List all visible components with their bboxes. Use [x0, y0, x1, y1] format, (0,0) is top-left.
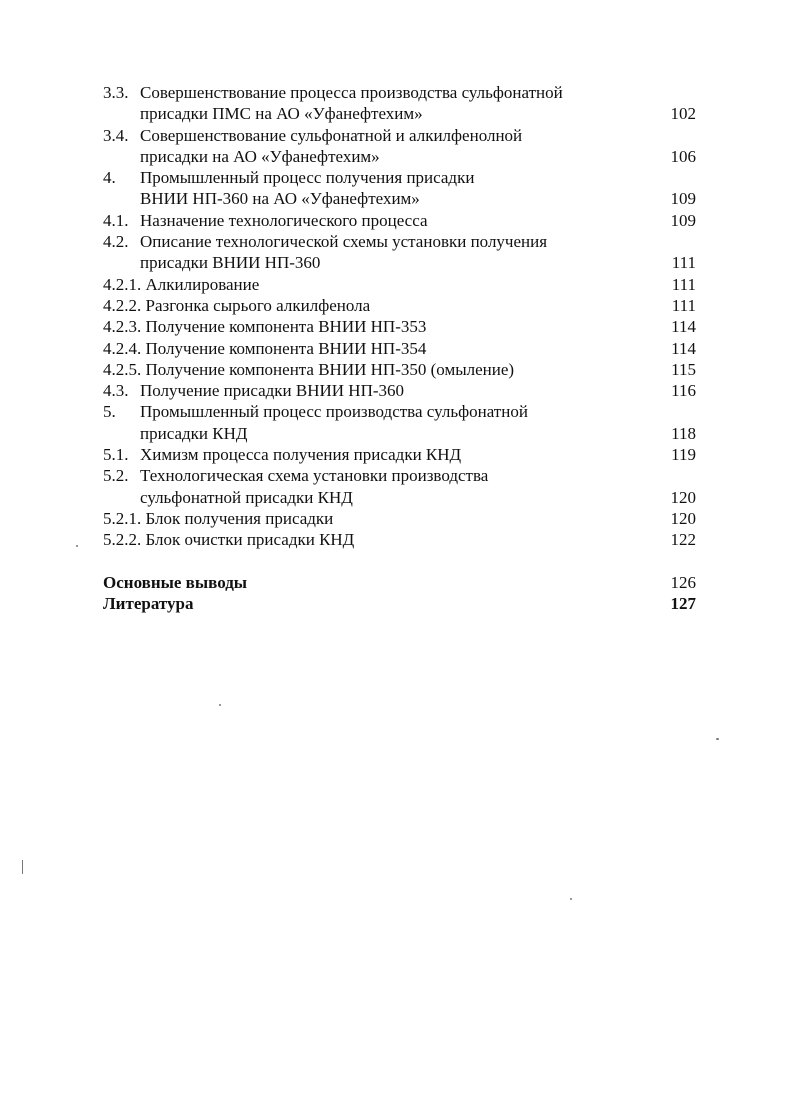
toc-title-line1: Совершенствование процесса производства сульфонатной [140, 83, 563, 102]
toc-number: 4.3. [103, 381, 129, 401]
toc-entry-3-4 [103, 125, 696, 168]
toc-title-line1: Блок получения присадки [145, 508, 334, 528]
toc-entry-4-2-2 [103, 295, 696, 316]
toc-title-line1: Разгонка сырього алкилфенола [145, 295, 371, 315]
toc-number: 4.2.5. [103, 359, 142, 379]
toc-number: 4.2.4. [103, 338, 142, 358]
toc-entry-4-2 [103, 231, 696, 274]
toc-title-line2: присадки на АО «Уфанефтехим» [140, 146, 380, 166]
toc-title-line1: Литература [103, 593, 194, 613]
toc-page-number: 126 [670, 572, 696, 592]
toc-entry-literature [103, 593, 696, 614]
toc-title-line1: Промышленный процесс производства сульфонатной [140, 402, 528, 422]
toc-entry-5-2-1 [103, 508, 696, 529]
toc-entry-4-3 [103, 380, 696, 401]
toc-number: 4.2.3. [103, 317, 142, 337]
toc-number: 5.2.1. [103, 508, 142, 528]
toc-entry-5-2-2 [103, 529, 696, 550]
scan-speck [22, 860, 23, 874]
toc-number: 4.1. [103, 210, 129, 230]
toc-number: 4.2. [103, 232, 129, 252]
toc-entry-5-2 [103, 465, 696, 508]
toc-title-line2: сульфонатной присадки КНД [140, 487, 353, 507]
toc-title-line2: ВНИИ НП-360 на АО «Уфанефтехим» [140, 189, 420, 209]
toc-entry-5-1 [103, 444, 696, 465]
scan-speck [219, 704, 221, 706]
toc-entry-4-2-3 [103, 316, 696, 337]
toc-number: 5. [103, 402, 116, 422]
toc-entry-conclusions [103, 572, 696, 593]
toc-number: 5.1. [103, 445, 129, 465]
toc-page-number: 122 [670, 530, 696, 550]
toc-page-number: 119 [671, 445, 696, 465]
toc-title-line1: Основные выводы [103, 572, 248, 592]
toc-number: 4. [103, 168, 116, 188]
toc-title-line1: Технологическая схема установки производства [140, 466, 489, 486]
toc-title-line1: Назначение технологического процесса [140, 210, 428, 230]
toc-number: 3.3. [103, 83, 129, 102]
toc-page-number: 106 [670, 146, 696, 166]
toc-page-number: 127 [670, 593, 696, 613]
toc-entry-4 [103, 167, 696, 210]
scan-speck [716, 738, 719, 740]
toc-entry-4-2-1 [103, 274, 696, 295]
scan-speck [570, 898, 572, 900]
toc-title-line1: Описание технологической схемы установки получения [140, 232, 548, 252]
toc-title-line1: Блок очистки присадки КНД [145, 530, 355, 550]
toc-page-number: 111 [671, 295, 696, 315]
toc-title-line1: Алкилирование [145, 274, 260, 294]
toc-page-number: 120 [670, 487, 696, 507]
toc-page-number: 102 [670, 104, 696, 124]
toc-page-number: 120 [670, 508, 696, 528]
toc-page-number: 111 [671, 253, 696, 273]
toc-page-number: 114 [671, 338, 696, 358]
toc-page-number: 109 [670, 210, 696, 230]
toc-entry-4-1 [103, 210, 696, 231]
toc-entry-4-2-4 [103, 338, 696, 359]
toc-number: 5.2.2. [103, 530, 142, 550]
toc-title-line1: Промышленный процесс получения присадки [140, 168, 475, 188]
toc-title-line1: Совершенствование сульфонатной и алкилфенолной [140, 125, 523, 145]
toc-page-number: 111 [671, 274, 696, 294]
toc-page-number: 115 [671, 359, 696, 379]
toc-title-line2: присадки ПМС на АО «Уфанефтехим» [140, 104, 423, 124]
toc-title-line1: Получение компонента ВНИИ НП-350 (омыление) [145, 359, 515, 379]
toc-number: 4.2.2. [103, 295, 142, 315]
toc-page-number: 114 [671, 317, 696, 337]
toc-title-line1: Химизм процесса получения присадки КНД [140, 445, 462, 465]
toc-number: 5.2. [103, 466, 129, 486]
scan-speck [76, 545, 78, 547]
toc-page-number: 118 [671, 423, 696, 443]
toc-title-line2: присадки ВНИИ НП-360 [140, 253, 321, 273]
toc-page-number: 116 [671, 381, 696, 401]
toc-number: 3.4. [103, 125, 129, 145]
table-of-contents [103, 82, 696, 614]
toc-page-number: 109 [670, 189, 696, 209]
toc-entry-3-3 [103, 82, 696, 125]
toc-number: 4.2.1. [103, 274, 142, 294]
toc-title-line2: присадки КНД [140, 423, 248, 443]
toc-title-line1: Получение компонента ВНИИ НП-353 [145, 317, 427, 337]
toc-title-line1: Получение присадки ВНИИ НП-360 [140, 381, 405, 401]
toc-entry-4-2-5 [103, 359, 696, 380]
toc-title-line1: Получение компонента ВНИИ НП-354 [145, 338, 427, 358]
toc-entry-5 [103, 401, 696, 444]
